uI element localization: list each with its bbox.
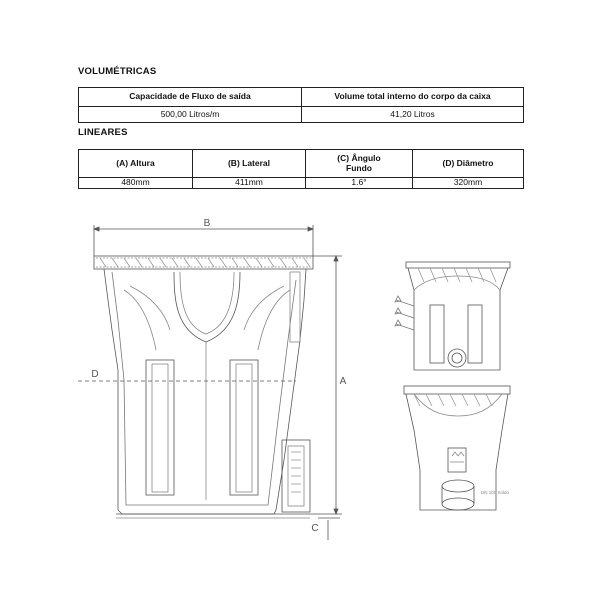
dimension-b-label: B (203, 218, 211, 229)
lineares-value-lateral: 411mm (193, 178, 306, 189)
lineares-header-angulo-line2: Fundo (346, 162, 372, 173)
lineares-header-diametro: (D) Diâmetro (413, 150, 524, 178)
pipe-label: DN 100 Soldo (481, 490, 510, 495)
dimension-a-label: A (339, 376, 347, 387)
lineares-title: LINEARES (78, 127, 128, 138)
volumetricas-header-flow: Capacidade de Fluxo de saída (79, 88, 302, 107)
volumetricas-value-flow: 500,00 Litros/m (79, 107, 302, 123)
lineares-header-angulo-line1: (C) Ângulo (337, 152, 381, 163)
lineares-value-angulo: 1.6° (306, 178, 413, 189)
side-view-top (395, 262, 510, 370)
main-view (78, 225, 342, 540)
lineares-header-altura: (A) Altura (79, 150, 193, 178)
volumetricas-header-volume: Volume total interno do corpo da caixa (302, 88, 524, 107)
dimension-c-label: C (311, 523, 319, 534)
volumetricas-value-volume: 41,20 Litros (302, 107, 524, 123)
lineares-header-lateral: (B) Lateral (193, 150, 306, 178)
volumetricas-title: VOLUMÉTRICAS (78, 66, 157, 77)
lineares-value-diametro: 320mm (413, 178, 524, 189)
dimension-d-label: D (91, 369, 99, 380)
lineares-value-altura: 480mm (79, 178, 193, 189)
